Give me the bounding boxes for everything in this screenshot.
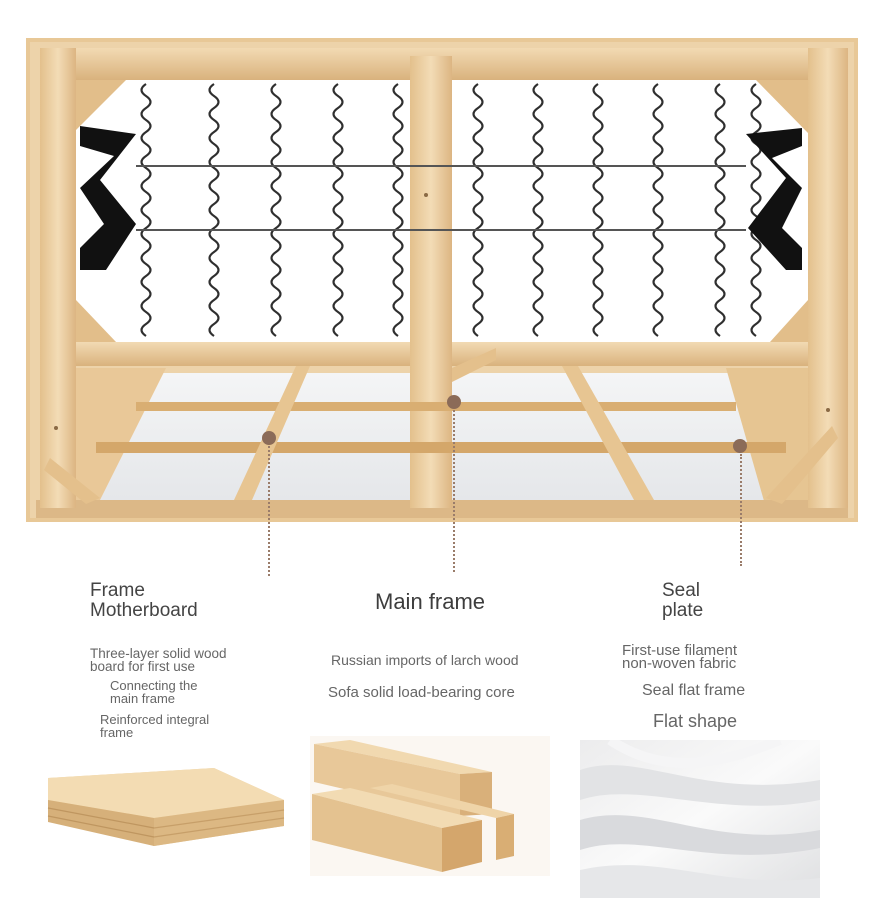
frame-motherboard-title	[90, 581, 198, 621]
seal-plate-title	[662, 581, 703, 621]
sofa-frame-drawing	[26, 38, 858, 522]
desc-line: non-woven fabric	[622, 655, 737, 672]
desc-line: Connecting the	[110, 678, 198, 693]
main-frame-title: Main frame	[375, 589, 486, 614]
leader-line-center	[453, 410, 455, 572]
wood-sticks-image	[310, 736, 550, 876]
frame-motherboard-desc-2	[110, 679, 197, 705]
desc-line: Reinforced integral	[100, 712, 210, 727]
title-line: Motherboard	[90, 600, 198, 621]
desc-line: board for first use	[90, 659, 196, 674]
sofa-frame-illustration	[26, 38, 858, 522]
seal-plate-desc-2: Seal flat frame	[642, 682, 746, 699]
frame-motherboard-desc-1	[90, 647, 227, 673]
title-line: Seal	[662, 580, 701, 601]
leader-line-right	[740, 454, 742, 566]
marker-frame-motherboard	[262, 431, 276, 445]
desc-line: First-use filament	[622, 642, 738, 659]
seal-plate-desc-3: Flat shape	[653, 711, 738, 731]
desc-line: frame	[100, 725, 134, 740]
desc-line: Three-layer solid wood	[90, 646, 227, 661]
main-frame-desc-1: Russian imports of larch wood	[331, 652, 519, 668]
plywood-board-image	[44, 760, 286, 870]
marker-seal-plate	[733, 439, 747, 453]
frame-motherboard-desc-3	[100, 713, 209, 739]
desc-line: main frame	[110, 691, 176, 706]
seal-plate-desc-1	[622, 644, 737, 670]
marker-main-frame	[447, 395, 461, 409]
leader-line-left	[268, 446, 270, 576]
non-woven-fabric-image	[580, 740, 820, 898]
title-line: Frame	[90, 580, 145, 601]
title-line: plate	[662, 600, 704, 621]
main-frame-desc-2: Sofa solid load-bearing core	[328, 684, 515, 701]
